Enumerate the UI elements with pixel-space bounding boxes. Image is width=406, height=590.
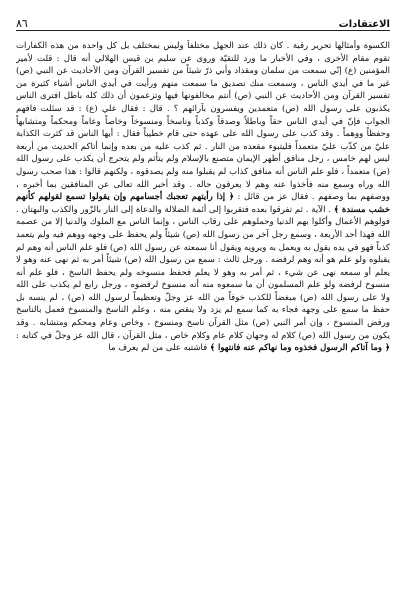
body-text — [16, 40, 390, 576]
text-run: الكسوة وأمثالها تحرير رقبة . كان ذلك عند الجهل مختلفاً وليس بمختلف بل كل واحدة من هذه الكفارات تقوم مقام الأخرى ، وفي الأخبار ما ورد للتقيّة وروى عن سليم بن قيس الهلالي أنه قال : قلت لأمير المؤمنين (ع) إنّي سمعت من سلمان ومقداد وأبي ذرّ شيئاً من تفسير القرآن ومن الأحاديث عن النبي (ص) غير ما في أيدي الناس ، وسمعت منك تصديق ما سمعت منهم ورأيت في أيدي الناس أشياء كثيرة من تفسير القرآن ومن الأحاديث عن النبي (ص) أنتم مخالفونها فيها وتزعمون أن ذلك كله باطل افترى الناس يكذبون على رسول الله (ص) متعمدين ويفسرون بآرائهم ؟ . قال : فقال علي (ع) : قد سئلت فافهم الجواب فإنّ في أيدي الناس حقاً وباطلاً وصدقاً وكذباً وناسخاً ومنسوخاً وخاصاً وعاماً ومحكماً ومتشابهاً وحفظاً ووهماً . وقد كذب على رسول الله على عهده حتى قام خطيباً فقال : أيها الناس قد كثرت الكذابة عليّ من كذّب عليّ متعمداً فليتبوء مقعده من النار . ثم كذب عليه من بعده وإنما أتاكم الحديث من أربعة ليس لهم خامس ، رجل منافق أظهر الإيمان متصنع بالإسلام ولم يتأثم ولم يتحرج أن يكذب على رسول الله (ص) متعمداً ، فلو علم الناس أنه منافق كذاب لم يقبلوا منه ولم يصدقوه ، ولكنهم قالوا : هذا صحب رسول الله وراه وسمع منه فأخذوا عنه وهم لا يعرفون حاله . وقد أخبر الله تعالى عن المنافقين بما أخبره ، ووصفهم بما وصفهم . فقال عز من قائل : — [16, 41, 390, 203]
quran-quote: ﴿ وما آتاكم الرسول فخذوه وما نهاكم عنه فانتهوا ﴾ — [209, 343, 390, 354]
running-title: الاعتقادات — [338, 19, 390, 30]
text-run: فاشتبه على من لم يعرف ما — [108, 343, 210, 354]
text-run: . الآية . ثم تفرقوا بعده فتقربوا إلى أئمة الضلالة والدعاة إلى النار بالزّور والكذب والبهتان . فولوهم الأعمال وأكلوا بهم الدنيا وحملوهم على رقاب الناس ، وإنما الناس مع الملوك والدنيا إلا من عصمه الله فهذا أحد الأربعة ، وسمع رجل آخر من رسول الله (ص) شيئاً ولم يحفظ على وجهه ووهم فيه ولم يتعمد كذباً فهو في يده يقول به ويعمل به ويرويه ويقول أنا سمعته عن رسول الله (ص) فلو علم الناس أنه وهم لم يقبلوه ولو علم هو أنه وهم لرفضه . ورجل ثالث : سمع من رسول الله (ص) شيئاً أمر به ثم نهى عنه وهو لا يعلم أو سمعه نهى عن شيء ، ثم أمر به وهو لا يعلم فحفظ منسوخه ولم يحفظ الناسخ ، فلو علم أنه منسوخ لرفضه ولو علم المسلمون أن ما سمعوه منه أنه منسوخ لرفضوه ، ورجل رابع لم يكذب على الله ولا على رسول الله (ص) مبغضاً للكذب خوفاً من الله عز وجلّ وتعظيماً لرسول الله (ص) ، لم ينسه بل حفظ ما سمع على وجهه فجاء به كما سمع لم يزد ولا ينقص منه ، وعلم الناسخ والمنسوخ فعمل بالناسخ ورفض المنسوخ ، وإن أمر النبي (ص) مثل القرآن ناسخ ومنسوخ ، وخاص وعام ومحكم ومتشابه . وقد يكون من رسول الله (ص) كلام له وجهان كلام عام وكلام خاص ، مثل القرآن ، قال الله عز وجلّ في كتابه : — [16, 204, 390, 341]
page-number: ٨٦ — [16, 17, 28, 30]
page-header — [16, 14, 390, 31]
paragraph — [16, 40, 390, 355]
quran-quote: ﴿ إذا رأيتهم تعجبك أجسامهم وإن يقولوا تسمع لقولهم كأنهم خشب مسندة ﴾ — [16, 192, 390, 215]
